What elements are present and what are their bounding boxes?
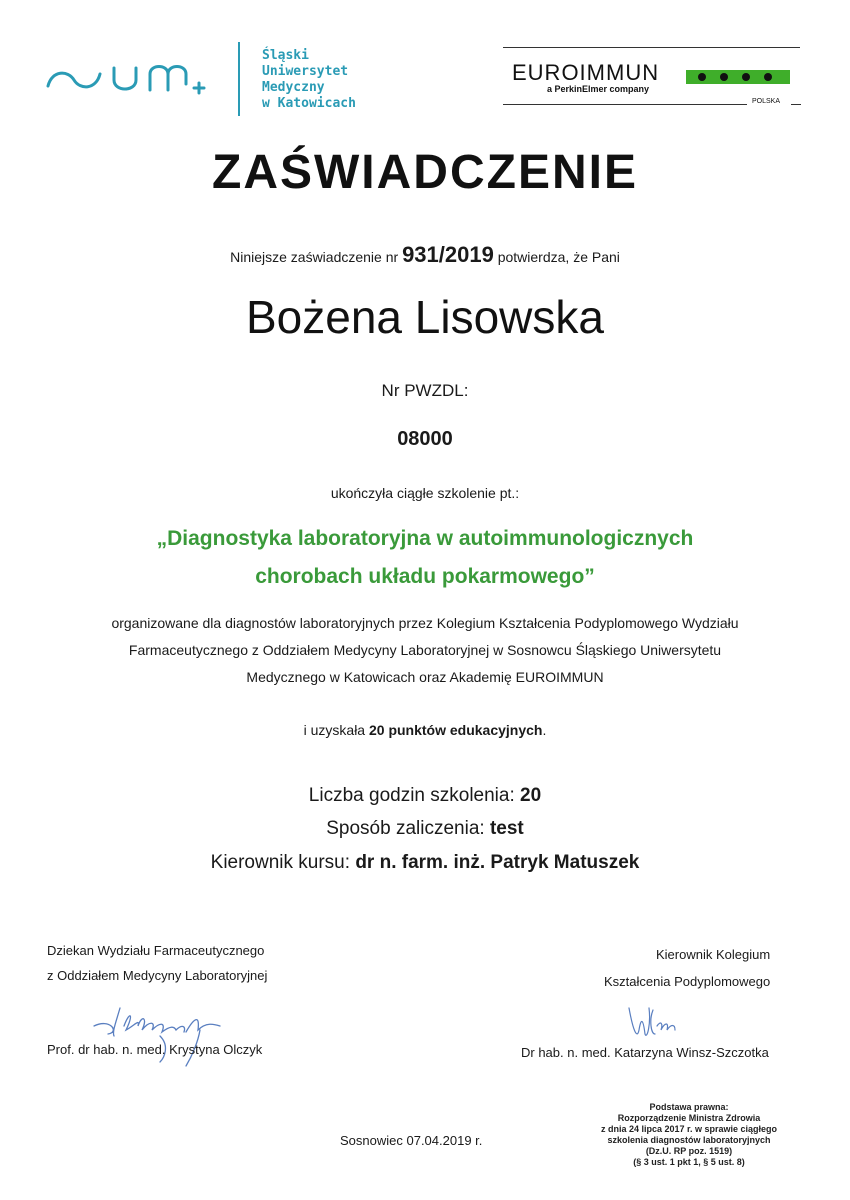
logo-divider: [238, 42, 240, 116]
legal-basis-line: (Dz.U. RP poz. 1519): [645, 1146, 733, 1156]
certificate-intro: [0, 242, 850, 268]
organizer-line: Farmaceutycznego z Oddziałem Medycyny Laboratoryjnej w Sosnowcu Śląskiego Uniwersytetu: [128, 642, 722, 658]
hours-value: 20: [520, 785, 542, 806]
intro-after: potwierdza, że Pani: [493, 249, 620, 265]
points-value: 20 punktów edukacyjnych: [368, 722, 543, 738]
points-after: .: [542, 722, 547, 738]
euroimmun-country: POLSKA: [752, 98, 781, 105]
certificate-number: 931/2019: [402, 242, 494, 267]
legal-basis-line: z dnia 24 lipca 2017 r. w sprawie ciągłego: [600, 1124, 778, 1134]
right-handwritten-signature: [625, 1000, 695, 1045]
organizer-line: Medycznego w Katowicach oraz Akademię EUROIMMUN: [246, 669, 604, 685]
course-title-line: chorobach układu pokarmowego”: [255, 565, 595, 588]
logo-dot: [698, 73, 706, 81]
university-name: [262, 48, 356, 112]
sum-university-logo: [44, 52, 224, 102]
university-name-line: Medyczny: [262, 80, 325, 95]
course-title-line: „Diagnostyka laboratoryjna w autoimmunologicznych: [156, 527, 694, 550]
director-value: dr n. farm. inż. Patryk Matuszek: [355, 852, 640, 873]
euroimmun-logo-bar: [686, 70, 790, 84]
euroimmun-logo-name: EUROIMMUN: [512, 60, 660, 85]
legal-basis-line: Podstawa prawna:: [649, 1102, 729, 1112]
certificate-title: ZAŚWIADCZENIE: [212, 146, 638, 199]
hours-label: Liczba godzin szkolenia:: [308, 785, 521, 806]
director-label: Kierownik kursu:: [210, 852, 356, 873]
university-name-line: Śląski: [262, 48, 309, 63]
left-signatory-name: Prof. dr hab. n. med. Krystyna Olczyk: [47, 1042, 263, 1057]
logo-dot: [742, 73, 750, 81]
points-before: i uzyskała: [303, 722, 369, 738]
legal-basis-line: Rozporządzenie Ministra Zdrowia: [617, 1113, 761, 1123]
legal-basis-line: (§ 3 ust. 1 pkt 1, § 5 ust. 8): [633, 1157, 745, 1167]
pwzdl-value: 08000: [397, 428, 453, 450]
right-signatory-role: Kształcenia Podyplomowego: [604, 974, 771, 989]
euroimmun-top-rule: [503, 47, 800, 48]
left-signatory-role: Dziekan Wydziału Farmaceutycznego: [47, 943, 265, 958]
university-name-line: Uniwersytet: [262, 64, 349, 79]
left-signatory-role: z Oddziałem Medycyny Laboratoryjnej: [47, 968, 268, 983]
university-name-line: w Katowicach: [262, 96, 356, 111]
euroimmun-bottom-rule: [503, 104, 747, 105]
training-hours: [0, 785, 850, 807]
completed-text: ukończyła ciągłe szkolenie pt.:: [330, 485, 520, 501]
logo-dot: [720, 73, 728, 81]
logo-dot: [764, 73, 772, 81]
left-handwritten-signature: [90, 996, 250, 1071]
recipient-name: Bożena Lisowska: [246, 291, 604, 343]
course-director: [0, 852, 850, 874]
education-points: [0, 722, 850, 738]
place-and-date: Sosnowiec 07.04.2019 r.: [340, 1133, 483, 1148]
right-signatory-name: Dr hab. n. med. Katarzyna Winsz-Szczotka: [521, 1045, 769, 1060]
method-label: Sposób zaliczenia:: [326, 818, 490, 839]
intro-before: Niniejsze zaświadczenie nr: [230, 249, 403, 265]
legal-basis: [592, 1102, 786, 1168]
legal-basis-line: szkolenia diagnostów laboratoryjnych: [607, 1135, 771, 1145]
organizer-line: organizowane dla diagnostów laboratoryjnych przez Kolegium Kształcenia Podyplomowego Wydziału: [111, 615, 739, 631]
method-value: test: [489, 818, 524, 839]
pwzdl-label: Nr PWZDL:: [381, 381, 469, 400]
assessment-method: [0, 818, 850, 840]
euroimmun-logo-subtitle: a PerkinElmer company: [547, 84, 650, 94]
euroimmun-country-rule: [791, 104, 801, 105]
right-signatory-role: Kierownik Kolegium: [656, 947, 771, 962]
